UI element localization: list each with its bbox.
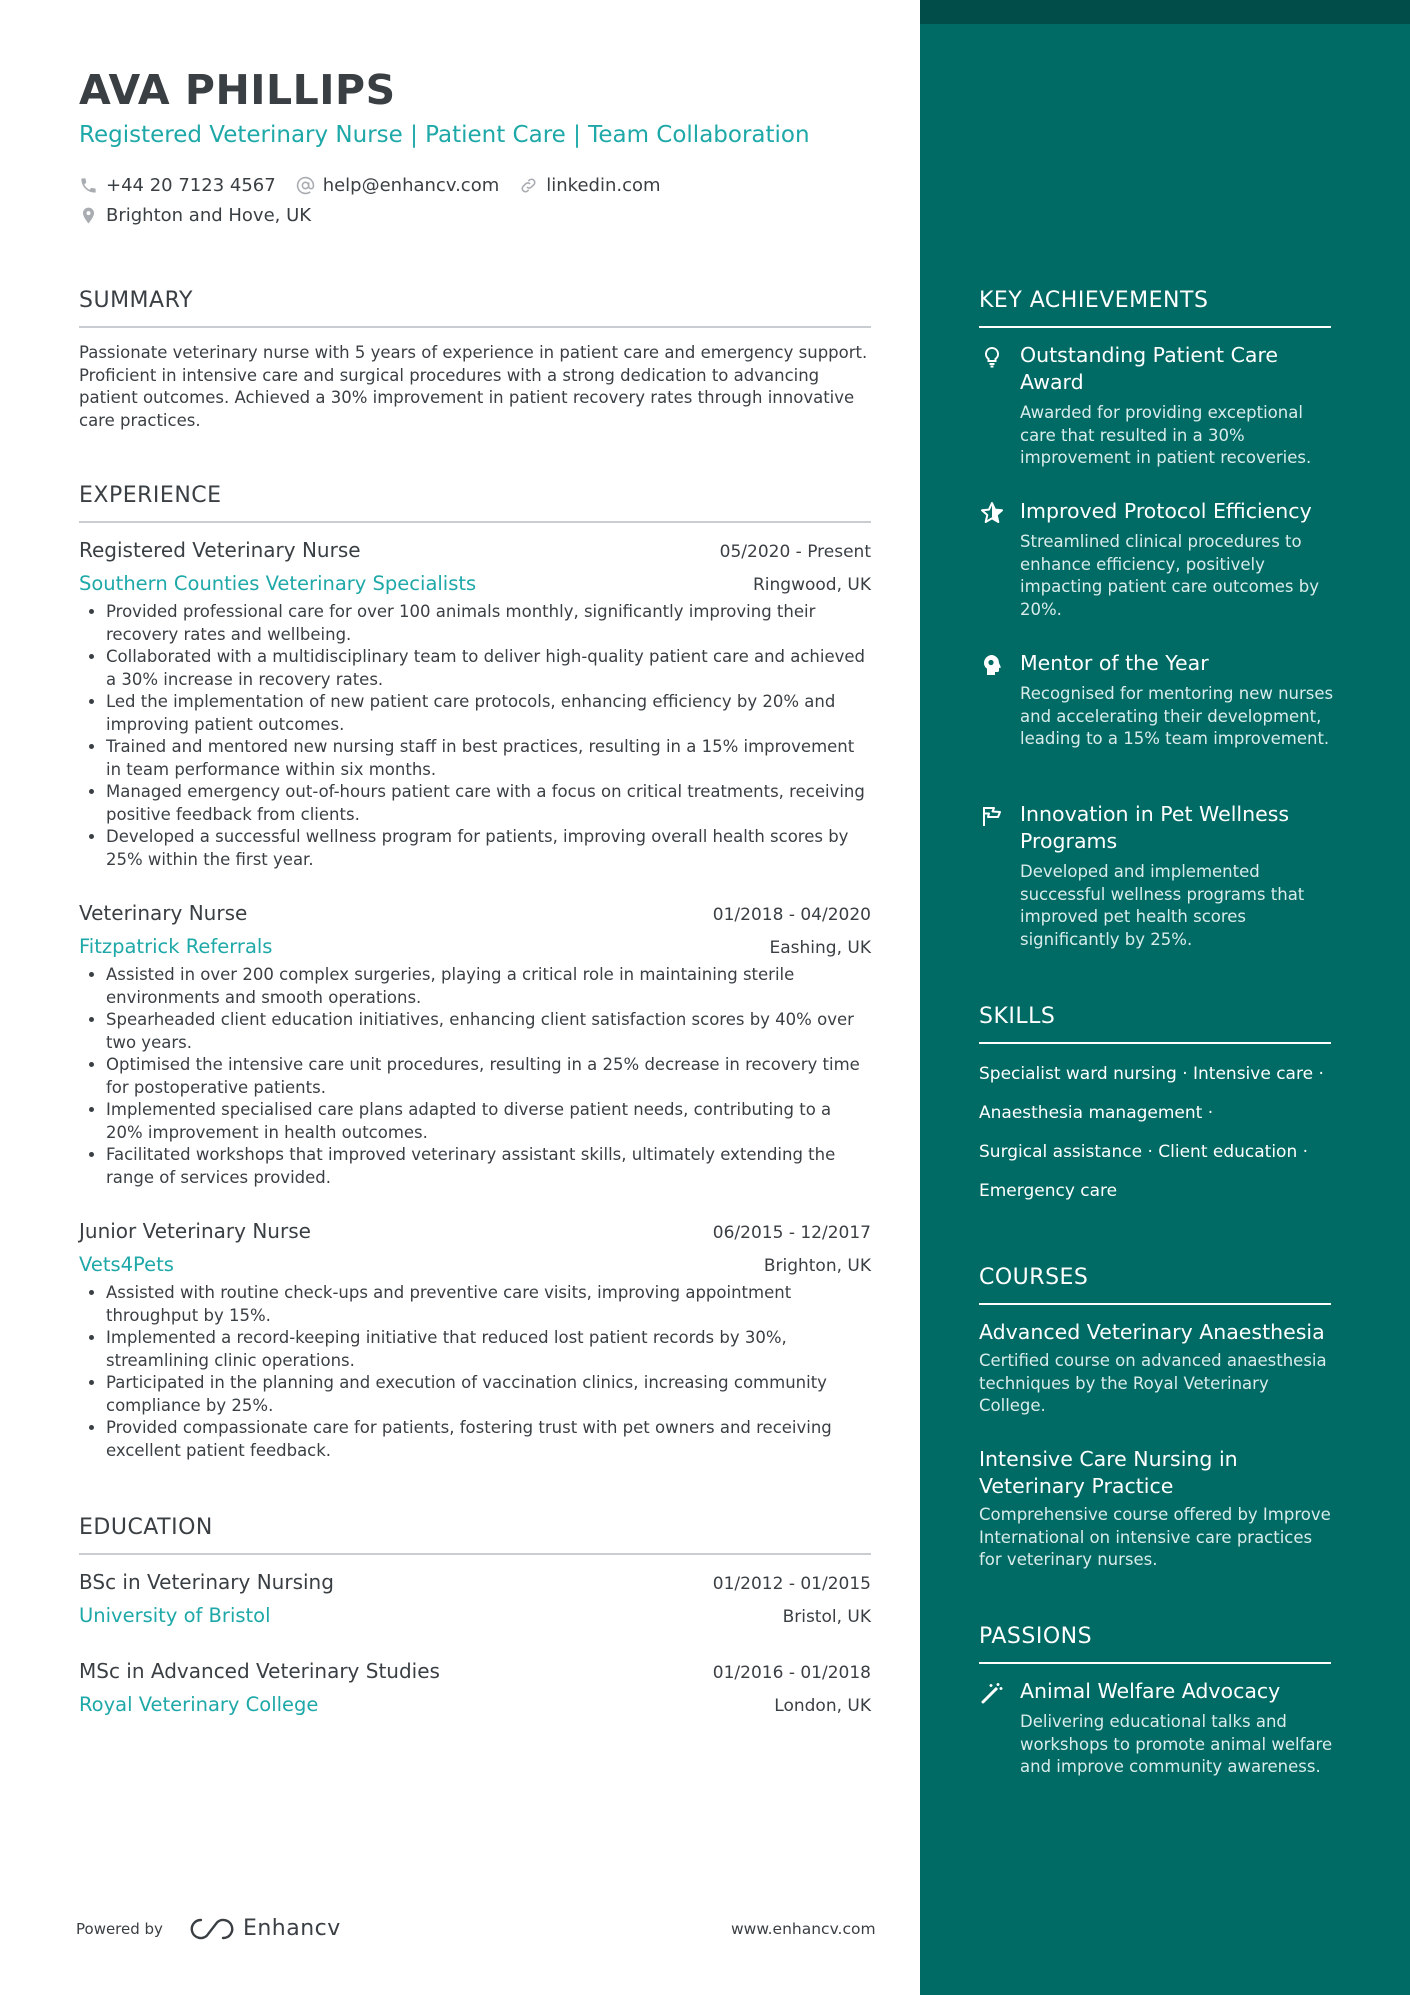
job-bullet: • Implemented a record-keeping initiative that reduced lost patient records by 30%, streamlining clinic operations.: [106, 1327, 871, 1372]
job-bullet: • Facilitated workshops that improved veterinary assistant skills, ultimately extending the range of services provided.: [106, 1144, 871, 1189]
phone-contact[interactable]: [79, 175, 276, 196]
course-description: Certified course on advanced anaesthesia techniques by the Royal Veterinary College.: [979, 1351, 1327, 1415]
job-bullet: • Provided professional care for over 100 animals monthly, significantly improving their recovery rates and wellbeing.: [106, 601, 871, 646]
at-sign-icon: [296, 176, 315, 195]
course-description: Comprehensive course offered by Improve International on intensive care practices for veterinary nurses.: [979, 1505, 1331, 1569]
achievement-title: Innovation in Pet Wellness Programs: [1020, 802, 1290, 853]
degree-title: MSc in Advanced Veterinary Studies: [79, 1659, 440, 1683]
job-bullet: • Optimised the intensive care unit procedures, resulting in a 25% decrease in recovery time for postoperative patients.: [106, 1054, 871, 1099]
achievements-divider: [979, 326, 1331, 328]
star-icon: [979, 501, 1005, 525]
job-bullet: • Developed a successful wellness program for patients, improving overall health scores by 25% within the first year.: [106, 826, 871, 871]
job-location: Eashing, UK: [769, 938, 871, 958]
education-date: 01/2016 - 01/2018: [712, 1663, 871, 1683]
experience-heading: EXPERIENCE: [79, 483, 222, 508]
job-bullet: • Managed emergency out-of-hours patient care with a focus on critical treatments, receiving positive feedback from clients.: [106, 781, 871, 826]
job-title: Registered Veterinary Nurse: [79, 538, 361, 562]
experience-entry: [79, 538, 871, 871]
job-bullet: • Collaborated with a multidisciplinary team to deliver high-quality patient care and achieved a 30% increase in recovery rates.: [106, 646, 871, 691]
linkedin-contact[interactable]: [519, 175, 660, 196]
passions-heading: PASSIONS: [979, 1624, 1093, 1649]
summary-text: Passionate veterinary nurse with 5 years of experience in patient care and emergency support. Proficient in intensive care and surgical procedures with a strong dedication to advancing patient outcomes. Achieved a 30% improvement in patient recovery rates through innovative care practices.: [79, 343, 868, 430]
job-bullet: • Led the implementation of new patient care protocols, enhancing efficiency by 20% and improving patient outcomes.: [106, 691, 871, 736]
job-bullets: [79, 1282, 871, 1462]
education-heading: EDUCATION: [79, 1515, 213, 1540]
linkedin-text: linkedin.com: [546, 174, 661, 196]
candidate-headline: Registered Veterinary Nurse | Patient Care | Team Collaboration: [79, 122, 810, 148]
job-bullet: • Spearheaded client education initiatives, enhancing client satisfaction scores by 40% over two years.: [106, 1009, 871, 1054]
brain-head-icon: [979, 653, 1005, 677]
achievement-title: Outstanding Patient Care Award: [1020, 343, 1279, 394]
skill-item: Specialist ward nursing: [979, 1064, 1177, 1084]
lightbulb-icon: [979, 345, 1005, 369]
achievements-heading: KEY ACHIEVEMENTS: [979, 288, 1209, 313]
job-company: Fitzpatrick Referrals: [79, 935, 273, 958]
degree-title: BSc in Veterinary Nursing: [79, 1570, 334, 1594]
skills-divider: [979, 1042, 1331, 1044]
achievement-description: Developed and implemented successful wellness programs that improved pet health scores significantly by 25%.: [1020, 862, 1305, 949]
passions-divider: [979, 1662, 1331, 1664]
magic-wand-icon: [979, 1681, 1005, 1705]
email-contact[interactable]: [296, 175, 500, 196]
skill-item: Intensive care: [1193, 1064, 1314, 1084]
summary-divider: [79, 326, 871, 328]
achievement-description: Streamlined clinical procedures to enhance efficiency, positively impacting patient care outcomes by 20%.: [1020, 532, 1319, 619]
course-title: Intensive Care Nursing in Veterinary Practice: [979, 1447, 1238, 1498]
achievement-item: [979, 342, 1339, 470]
footer-branding: [76, 1916, 341, 1941]
experience-entry: [79, 901, 871, 1189]
job-company: Vets4Pets: [79, 1253, 174, 1276]
footer-website[interactable]: www.enhancv.com: [731, 1920, 876, 1938]
contact-info: [79, 170, 681, 230]
job-date: 01/2018 - 04/2020: [712, 905, 871, 925]
school-name: University of Bristol: [79, 1604, 271, 1627]
link-icon: [519, 176, 538, 195]
school-location: Bristol, UK: [782, 1607, 871, 1627]
map-pin-icon: [79, 206, 98, 225]
passion-description: Delivering educational talks and workshops to promote animal welfare and improve community awareness.: [1020, 1712, 1333, 1776]
skills-heading: SKILLS: [979, 1004, 1056, 1029]
job-title: Junior Veterinary Nurse: [79, 1219, 311, 1243]
course-title: Advanced Veterinary Anaesthesia: [979, 1320, 1325, 1344]
phone-icon: [79, 176, 98, 195]
experience-divider: [79, 521, 871, 523]
achievement-item: [979, 498, 1339, 621]
education-entry: [79, 1659, 871, 1716]
job-bullets: [79, 601, 871, 871]
job-bullet: • Participated in the planning and execution of vaccination clinics, increasing community compliance by 25%.: [106, 1372, 871, 1417]
achievement-item: [979, 650, 1339, 751]
achievement-item: [979, 801, 1339, 951]
job-location: Ringwood, UK: [753, 575, 871, 595]
job-title: Veterinary Nurse: [79, 901, 248, 925]
course-item: [979, 1319, 1339, 1418]
flag-icon: [979, 804, 1005, 828]
education-divider: [79, 1553, 871, 1555]
job-bullet: • Trained and mentored new nursing staff in best practices, resulting in a 15% improvement in team performance within six months.: [106, 736, 871, 781]
courses-divider: [979, 1303, 1331, 1305]
job-bullet: • Implemented specialised care plans adapted to diverse patient needs, contributing to a 20% improvement in health outcomes.: [106, 1099, 871, 1144]
email-text: help@enhancv.com: [322, 174, 500, 196]
job-bullet: • Provided compassionate care for patients, fostering trust with pet owners and receiving excellent patient feedback.: [106, 1417, 871, 1462]
school-location: London, UK: [774, 1696, 871, 1716]
achievement-title: Improved Protocol Efficiency: [1020, 499, 1312, 523]
location-text: Brighton and Hove, UK: [106, 204, 312, 226]
achievement-description: Awarded for providing exceptional care that resulted in a 30% improvement in patient recoveries.: [1020, 403, 1312, 467]
education-entry: [79, 1570, 871, 1627]
course-item: [979, 1446, 1339, 1572]
phone-text: +44 20 7123 4567: [106, 174, 276, 196]
location-contact: [79, 205, 311, 226]
job-date: 05/2020 - Present: [719, 542, 871, 562]
passion-title: Animal Welfare Advocacy: [1020, 1679, 1281, 1703]
job-bullet: • Assisted with routine check-ups and preventive care visits, improving appointment throughput by 15%.: [106, 1282, 871, 1327]
summary-heading: SUMMARY: [79, 288, 193, 313]
experience-entry: [79, 1219, 871, 1462]
skills-list: Specialist ward nursing · Intensive care · Anaesthesia management · Surgical assistance · Client education · Emergency care: [979, 1064, 1324, 1201]
courses-heading: COURSES: [979, 1265, 1089, 1290]
skill-item: Surgical assistance: [979, 1142, 1143, 1162]
skill-item: Anaesthesia management: [979, 1103, 1203, 1123]
school-name: Royal Veterinary College: [79, 1693, 319, 1716]
achievement-description: Recognised for mentoring new nurses and accelerating their development, leading to a 15% team improvement.: [1020, 684, 1334, 748]
enhancv-logo-icon: [189, 1917, 235, 1941]
job-bullets: [79, 964, 871, 1189]
enhancv-logo-text: Enhancv: [242, 1916, 341, 1941]
job-date: 06/2015 - 12/2017: [712, 1223, 871, 1243]
job-bullet: • Assisted in over 200 complex surgeries, playing a critical role in maintaining sterile environments and smooth operations.: [106, 964, 871, 1009]
achievement-title: Mentor of the Year: [1020, 651, 1209, 675]
passion-item: [979, 1678, 1339, 1779]
skill-item: Client education: [1158, 1142, 1298, 1162]
sidebar-top-bar: [920, 0, 1410, 24]
powered-by-text: Powered by: [76, 1919, 163, 1938]
candidate-name: AVA PHILLIPS: [79, 66, 396, 114]
sidebar: [920, 0, 1410, 1995]
job-company: Southern Counties Veterinary Specialists: [79, 572, 477, 595]
education-date: 01/2012 - 01/2015: [712, 1574, 871, 1594]
job-location: Brighton, UK: [763, 1256, 871, 1276]
skill-item: Emergency care: [979, 1181, 1118, 1201]
